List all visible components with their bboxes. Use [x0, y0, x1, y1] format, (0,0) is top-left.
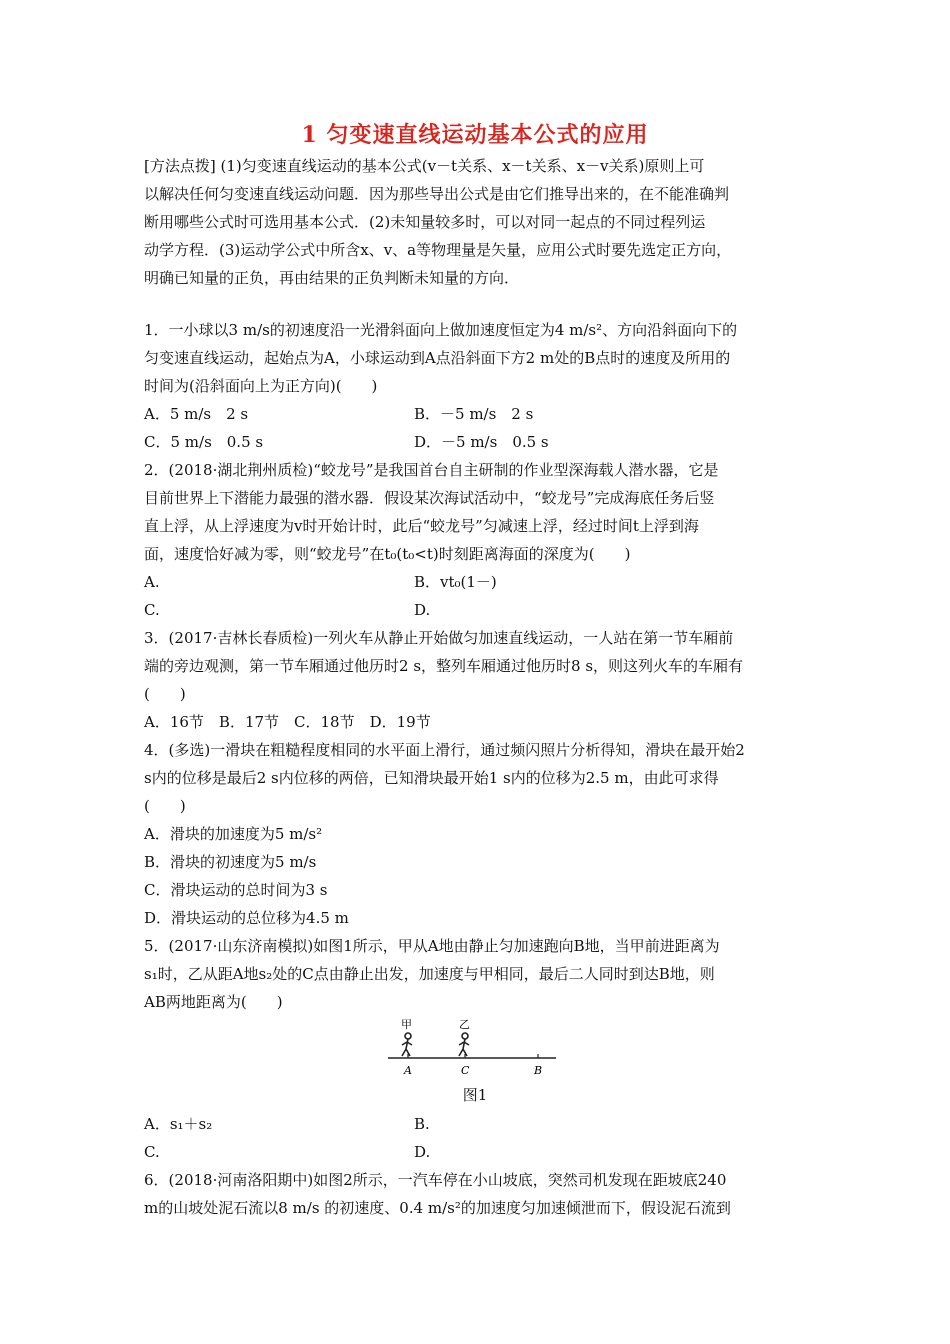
q1-option-b: B．－5 m/s 2 s: [414, 405, 534, 423]
question-line: 2．(2018·湖北荆州质检)“蛟龙号”是我国首台自主研制的作业型深海载人潜水器，它是: [144, 461, 719, 479]
question-line: m的山坡处泥石流以8 m/s 的初速度、0.4 m/s²的加速度匀加速倾泄而下，假设泥石流到: [144, 1199, 731, 1217]
question-line: ( ): [144, 685, 186, 703]
question-line: 3．(2017·吉林长春质检)一列火车从静止开始做匀加速直线运动，一人站在第一节车厢前: [144, 629, 734, 647]
question-line: s内的位移是最后2 s内位移的两倍，已知滑块最开始1 s内的位移为2.5 m，由此可求得: [144, 769, 719, 787]
question-line: 6．(2018·河南洛阳期中)如图2所示，一汽车停在小山坡底，突然司机发现在距坡底240: [144, 1171, 727, 1189]
q5-option-b: B.: [414, 1115, 430, 1133]
q5-option-a: A．s₁＋s₂: [144, 1115, 213, 1133]
question-line: s₁时，乙从距A地s₂处的C点由静止出发，加速度与甲相同，最后二人同时到达B地，则: [144, 965, 715, 983]
q1-option-c: C．5 m/s 0.5 s: [144, 433, 264, 451]
q5-option-c: C.: [144, 1143, 160, 1161]
q2-options-row-2: [144, 596, 806, 624]
runner-jia-icon: [402, 1033, 412, 1056]
q4-option-a: A．滑块的加速度为5 m/s²: [144, 825, 323, 843]
q1-options-row-1: [144, 400, 806, 428]
intro-line: 以解决任何匀变速直线运动问题．因为那些导出公式是由它们推导出来的，在不能准确判: [144, 185, 730, 203]
question-4: [144, 736, 806, 932]
q1-option-a: A．5 m/s 2 s: [144, 405, 249, 423]
figure-1: [388, 1016, 558, 1080]
q2-options-row-1: [144, 568, 806, 596]
figure-1-caption: 图1: [462, 1086, 488, 1104]
label-jia: 甲: [401, 1018, 412, 1031]
page-title: 1 匀变速直线运动基本公式的应用: [301, 122, 649, 148]
q4-option-d: D．滑块运动的总位移为4.5 m: [144, 909, 349, 927]
intro-line: [方法点拨] (1)匀变速直线运动的基本公式(v－t关系、x－t关系、x－v关系)原则上可: [144, 157, 705, 175]
intro-line: 明确已知量的正负，再由结果的正负判断未知量的方向．: [144, 269, 520, 287]
q5-options-row-2: [144, 1138, 806, 1166]
question-1: [144, 316, 806, 400]
q4-option-b: B．滑块的初速度为5 m/s: [144, 853, 317, 871]
q5-option-d: D.: [414, 1143, 431, 1161]
q2-option-a: A.: [144, 573, 160, 591]
q1-options-row-2: [144, 428, 806, 456]
q1-option-d: D．－5 m/s 0.5 s: [414, 433, 549, 451]
label-yi: 乙: [459, 1018, 470, 1031]
q2-option-c: C.: [144, 601, 160, 619]
question-line: ( ): [144, 797, 186, 815]
question-line: AB两地距离为( ): [144, 993, 283, 1011]
runner-yi-icon: [459, 1033, 469, 1056]
question-line: 1．一小球以3 m/s的初速度沿一光滑斜面向上做加速度恒定为4 m/s²、方向沿斜面向下的: [144, 321, 738, 339]
question-line: 5．(2017·山东济南模拟)如图1所示，甲从A地由静止匀加速跑向B地，当甲前进距离为: [144, 937, 720, 955]
question-2: [144, 456, 806, 568]
question-line: 4．(多选)一滑块在粗糙程度相同的水平面上滑行，通过频闪照片分析得知，滑块在最开始2: [144, 741, 745, 759]
point-a: A: [404, 1064, 412, 1077]
point-b: B: [534, 1064, 543, 1077]
q3-options: A．16节 B．17节 C．18节 D．19节: [144, 713, 431, 731]
figure-1-diagram: [388, 1016, 558, 1080]
method-tip: [144, 152, 806, 292]
question-line: 匀变速直线运动，起始点为A，小球运动到A点沿斜面下方2 m处的B点时的速度及所用的: [144, 349, 731, 367]
question-line: 面，速度恰好减为零，则“蛟龙号”在t₀(t₀<t)时刻距离海面的深度为( ): [144, 545, 631, 563]
intro-line: 动学方程．(3)运动学公式中所含x、v、a等物理量是矢量，应用公式时要先选定正方向，: [144, 241, 732, 259]
question-line: 端的旁边观测，第一节车厢通过他历时2 s，整列车厢通过他历时8 s，则这列火车的车厢有: [144, 657, 744, 675]
question-line: 直上浮，从上浮速度为v时开始计时，此后“蛟龙号”匀减速上浮，经过时间t上浮到海: [144, 517, 699, 535]
q5-options-row-1: [144, 1110, 806, 1138]
q4-option-c: C．滑块运动的总时间为3 s: [144, 881, 328, 899]
question-6: [144, 1166, 806, 1222]
question-line: 目前世界上下潜能力最强的潜水器．假设某次海试活动中，“蛟龙号”完成海底任务后竖: [144, 489, 715, 507]
point-c: C: [461, 1064, 470, 1077]
q2-option-d: D.: [414, 601, 431, 619]
question-line: 时间为(沿斜面向上为正方向)( ): [144, 377, 378, 395]
question-3: [144, 624, 806, 736]
q2-option-b: B．vt₀(1－): [414, 573, 497, 591]
question-5: [144, 932, 806, 1016]
intro-line: 断用哪些公式时可选用基本公式．(2)未知量较多时，可以对同一起点的不同过程列运: [144, 213, 706, 231]
